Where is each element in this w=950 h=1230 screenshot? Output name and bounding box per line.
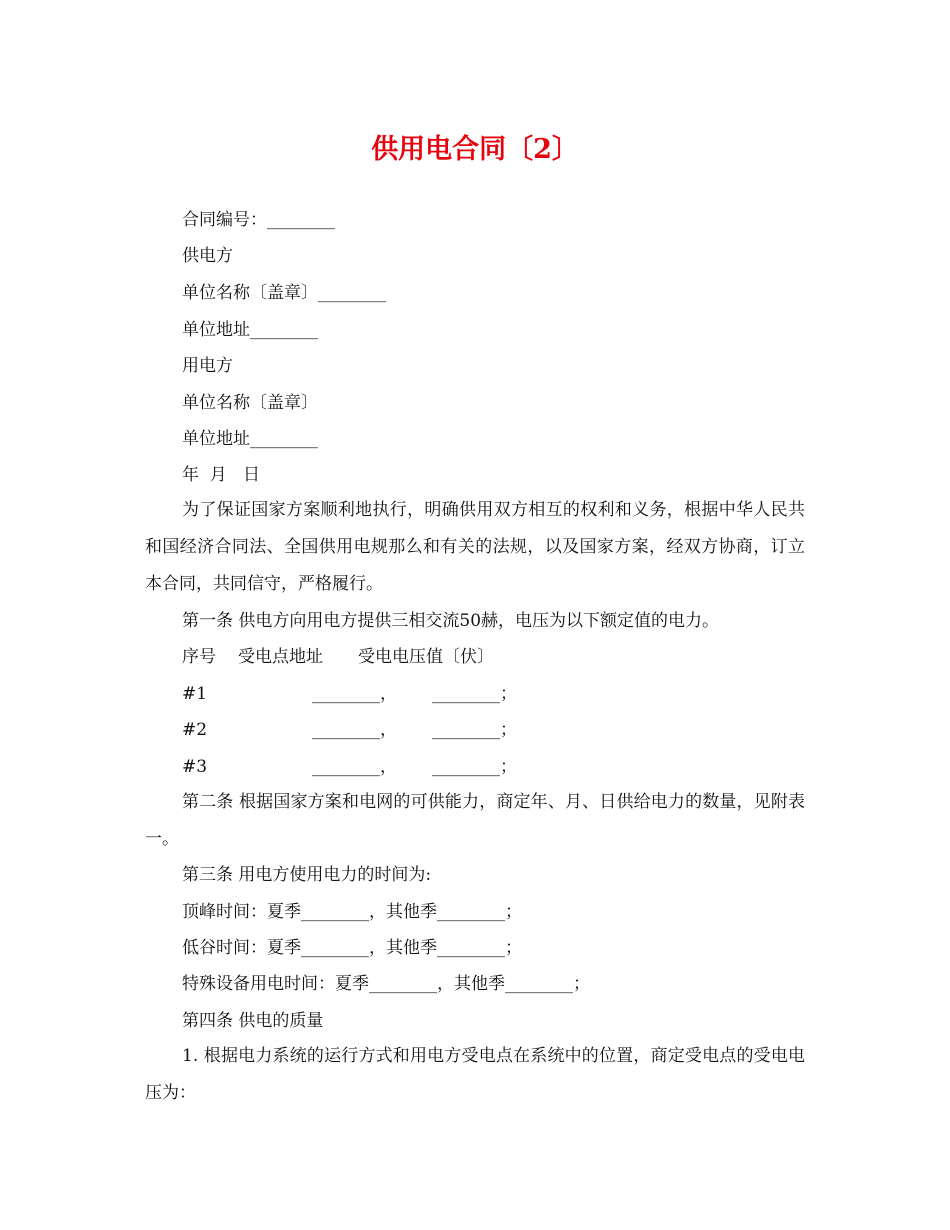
supplier-name-field: 单位名称〔盖章〕________: [182, 283, 386, 303]
table-row: [182, 755, 562, 779]
row-number: #1: [182, 684, 208, 704]
date-line: 年 月 日: [182, 465, 261, 485]
article-3: 第三条 用电方使用电力的时间为:: [182, 865, 432, 885]
row-number: #2: [182, 720, 208, 740]
table-row: [182, 718, 562, 742]
clause-4-1: 1. 根据电力系统的运行方式和用电方受电点在系统中的位置，商定受电点的受电电压为：: [145, 1046, 805, 1103]
table-header-voltage: 受电电压值〔伏〕: [358, 647, 494, 667]
consumer-name-field: 单位名称〔盖章〕: [182, 393, 318, 413]
consumer-address-field: 单位地址________: [182, 429, 318, 449]
preamble-paragraph: 为了保证国家方案顺利地执行，明确供用双方相互的权利和义务，根据中华人民共和国经济合同法、全国供用电规那么和有关的法规，以及国家方案，经双方协商，订立本合同，共同信守，严格履行。: [145, 500, 805, 594]
row-address-field: ________，: [312, 720, 397, 740]
special-equipment-line: 特殊设备用电时间：夏季________，其他季________；: [182, 974, 590, 994]
row-voltage-field: ________；: [432, 757, 517, 777]
supplier-heading: 供电方: [182, 246, 233, 266]
contract-number-field: 合同编号：________: [182, 210, 335, 230]
table-header-address: 受电点地址: [238, 647, 323, 667]
table-row: [182, 682, 562, 706]
article-1: 第一条 供电方向用电方提供三相交流50赫，电压为以下额定值的电力。: [182, 611, 720, 631]
peak-time-line: 顶峰时间：夏季________，其他季________；: [182, 902, 522, 922]
row-voltage-field: ________；: [432, 684, 517, 704]
consumer-heading: 用电方: [182, 356, 233, 376]
row-voltage-field: ________；: [432, 720, 517, 740]
valley-time-line: 低谷时间：夏季________，其他季________；: [182, 938, 522, 958]
article-2: 第二条 根据国家方案和电网的可供能力，商定年、月、日供给电力的数量，见附表一。: [145, 792, 805, 849]
table-header-no: 序号: [182, 647, 216, 667]
row-address-field: ________，: [312, 757, 397, 777]
row-address-field: ________，: [312, 684, 397, 704]
article-4: 第四条 供电的质量: [182, 1011, 324, 1031]
supplier-address-field: 单位地址________: [182, 320, 318, 340]
row-number: #3: [182, 757, 208, 777]
document-title: 供用电合同〔2〕: [371, 134, 579, 165]
table-header: [182, 645, 562, 669]
